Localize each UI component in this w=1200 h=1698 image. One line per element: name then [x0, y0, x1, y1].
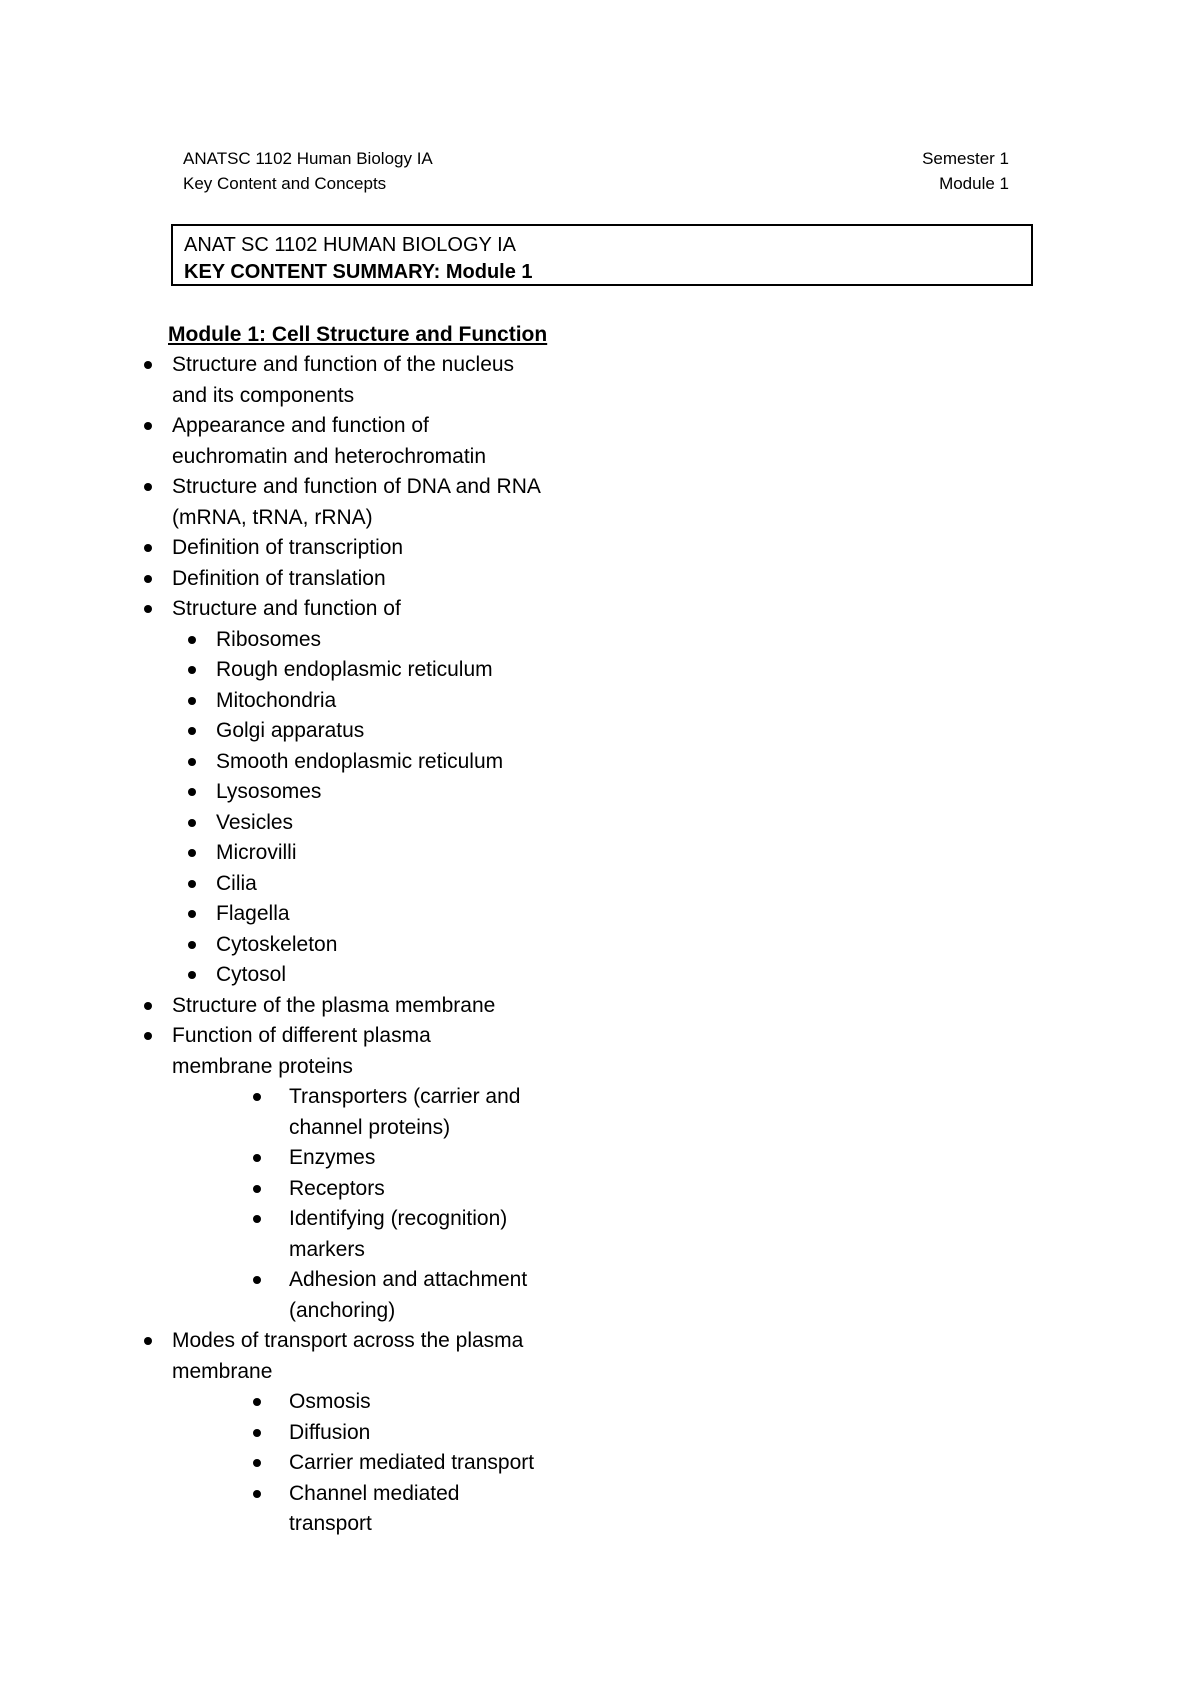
outline-item-text: Osmosis [289, 1390, 371, 1413]
bullet-icon [144, 605, 152, 613]
outline-item [0, 1082, 1200, 1143]
outline-item [0, 838, 1200, 869]
outline-item [0, 777, 1200, 808]
outline-item [0, 960, 1200, 991]
bullet-icon [144, 422, 152, 430]
outline-item-text: Rough endoplasmic reticulum [216, 658, 493, 681]
outline-item [0, 1265, 1200, 1326]
outline-item-text: and its components [172, 383, 355, 407]
outline-item [0, 625, 1200, 656]
outline-item-text: Definition of translation [172, 566, 386, 590]
bullet-icon [188, 880, 196, 888]
bullet-icon [188, 697, 196, 705]
bullet-icon [188, 849, 196, 857]
outline-item-text: Cytosol [216, 963, 287, 986]
outline-item-text: Appearance and function of [172, 414, 429, 437]
bullet-icon [253, 1429, 261, 1437]
outline-item [0, 1143, 1200, 1174]
outline-item-text: Carrier mediated transport [289, 1451, 535, 1474]
bullet-icon [188, 819, 196, 827]
outline-item [0, 472, 1200, 533]
outline-item-text: Definition of transcription [172, 536, 404, 559]
bullet-icon [144, 483, 152, 491]
outline-item-text: Receptors [289, 1176, 385, 1200]
outline-item-text: Microvilli [216, 841, 297, 864]
outline-item [0, 533, 1200, 564]
outline-item-text: (anchoring) [289, 1298, 396, 1322]
outline-item-text: Function of different plasma [172, 1024, 431, 1047]
outline-item-text: Cytoskeleton [216, 932, 338, 956]
bullet-icon [188, 941, 196, 949]
outline-item [0, 350, 1200, 411]
outline-item [0, 1448, 1200, 1479]
outline-item-text: Structure and function of DNA and RNA [172, 475, 541, 498]
course-title: ANATSC 1102 Human Biology IA [183, 149, 433, 168]
outline-item-text: Structure and function of [172, 597, 401, 620]
bullet-icon [144, 1032, 152, 1040]
bullet-icon [253, 1215, 261, 1223]
outline-item [0, 1418, 1200, 1449]
outline-item [0, 1021, 1200, 1082]
bullet-icon [253, 1093, 261, 1101]
outline-item-text: Golgi apparatus [216, 719, 365, 742]
outline-item [0, 1204, 1200, 1265]
bullet-icon [144, 361, 152, 369]
bullet-icon [253, 1459, 261, 1467]
content-outline [0, 350, 1200, 1540]
outline-item-text: Structure and function of the nucleus [172, 353, 515, 376]
outline-item [0, 930, 1200, 961]
module-label: Module 1 [939, 174, 1009, 193]
outline-item [0, 686, 1200, 717]
outline-item-text: membrane [172, 1359, 273, 1383]
outline-item-text: Diffusion [289, 1420, 371, 1444]
outline-item [0, 564, 1200, 595]
bullet-icon [144, 1002, 152, 1010]
outline-item-text: Modes of transport across the plasma [172, 1329, 524, 1352]
outline-item-text: markers [289, 1237, 365, 1261]
outline-item [0, 411, 1200, 472]
outline-item-text: Smooth endoplasmic reticulum [216, 749, 504, 773]
outline-item-text: Lysosomes [216, 780, 322, 803]
summary-box-title: ANAT SC 1102 HUMAN BIOLOGY IA [184, 234, 516, 256]
outline-item-text: Vesicles [216, 810, 294, 834]
outline-item [0, 1326, 1200, 1387]
outline-item-text: Enzymes [289, 1146, 376, 1169]
bullet-icon [253, 1276, 261, 1284]
module-heading: Module 1: Cell Structure and Function [168, 323, 548, 346]
outline-item-text: Mitochondria [216, 688, 337, 712]
bullet-icon [188, 727, 196, 735]
bullet-icon [253, 1154, 261, 1162]
bullet-icon [253, 1490, 261, 1498]
bullet-icon [188, 636, 196, 644]
outline-item-text: channel proteins) [289, 1115, 451, 1139]
bullet-icon [188, 910, 196, 918]
outline-item-text: Channel mediated [289, 1481, 460, 1505]
outline-item [0, 594, 1200, 625]
outline-item-text: Structure of the plasma membrane [172, 993, 496, 1017]
bullet-icon [188, 971, 196, 979]
outline-item-text: Identifying (recognition) [289, 1207, 508, 1230]
bullet-icon [253, 1185, 261, 1193]
bullet-icon [144, 1337, 152, 1345]
outline-item-text: Flagella [216, 902, 290, 925]
outline-item-text: (mRNA, tRNA, rRNA) [172, 505, 373, 529]
outline-item [0, 1174, 1200, 1205]
semester-label: Semester 1 [922, 149, 1009, 168]
bullet-icon [188, 666, 196, 674]
outline-item-text: Adhesion and attachment [289, 1268, 528, 1291]
outline-item [0, 899, 1200, 930]
bullet-icon [188, 788, 196, 796]
bullet-icon [144, 544, 152, 552]
summary-box-subtitle: KEY CONTENT SUMMARY: Module 1 [184, 261, 533, 283]
outline-item [0, 716, 1200, 747]
bullet-icon [144, 575, 152, 583]
outline-item [0, 991, 1200, 1022]
outline-item [0, 1479, 1200, 1540]
bullet-icon [253, 1398, 261, 1406]
outline-item-text: transport [289, 1512, 372, 1535]
course-subtitle: Key Content and Concepts [183, 174, 387, 193]
outline-item-text: Cilia [216, 871, 257, 895]
outline-item [0, 869, 1200, 900]
outline-item [0, 808, 1200, 839]
outline-item-text: Ribosomes [216, 627, 322, 651]
outline-item-text: Transporters (carrier and [289, 1085, 521, 1108]
outline-item [0, 655, 1200, 686]
outline-item-text: membrane proteins [172, 1054, 353, 1078]
outline-item [0, 747, 1200, 778]
outline-item [0, 1387, 1200, 1418]
outline-item-text: euchromatin and heterochromatin [172, 444, 487, 468]
bullet-icon [188, 758, 196, 766]
summary-box [171, 224, 1033, 286]
